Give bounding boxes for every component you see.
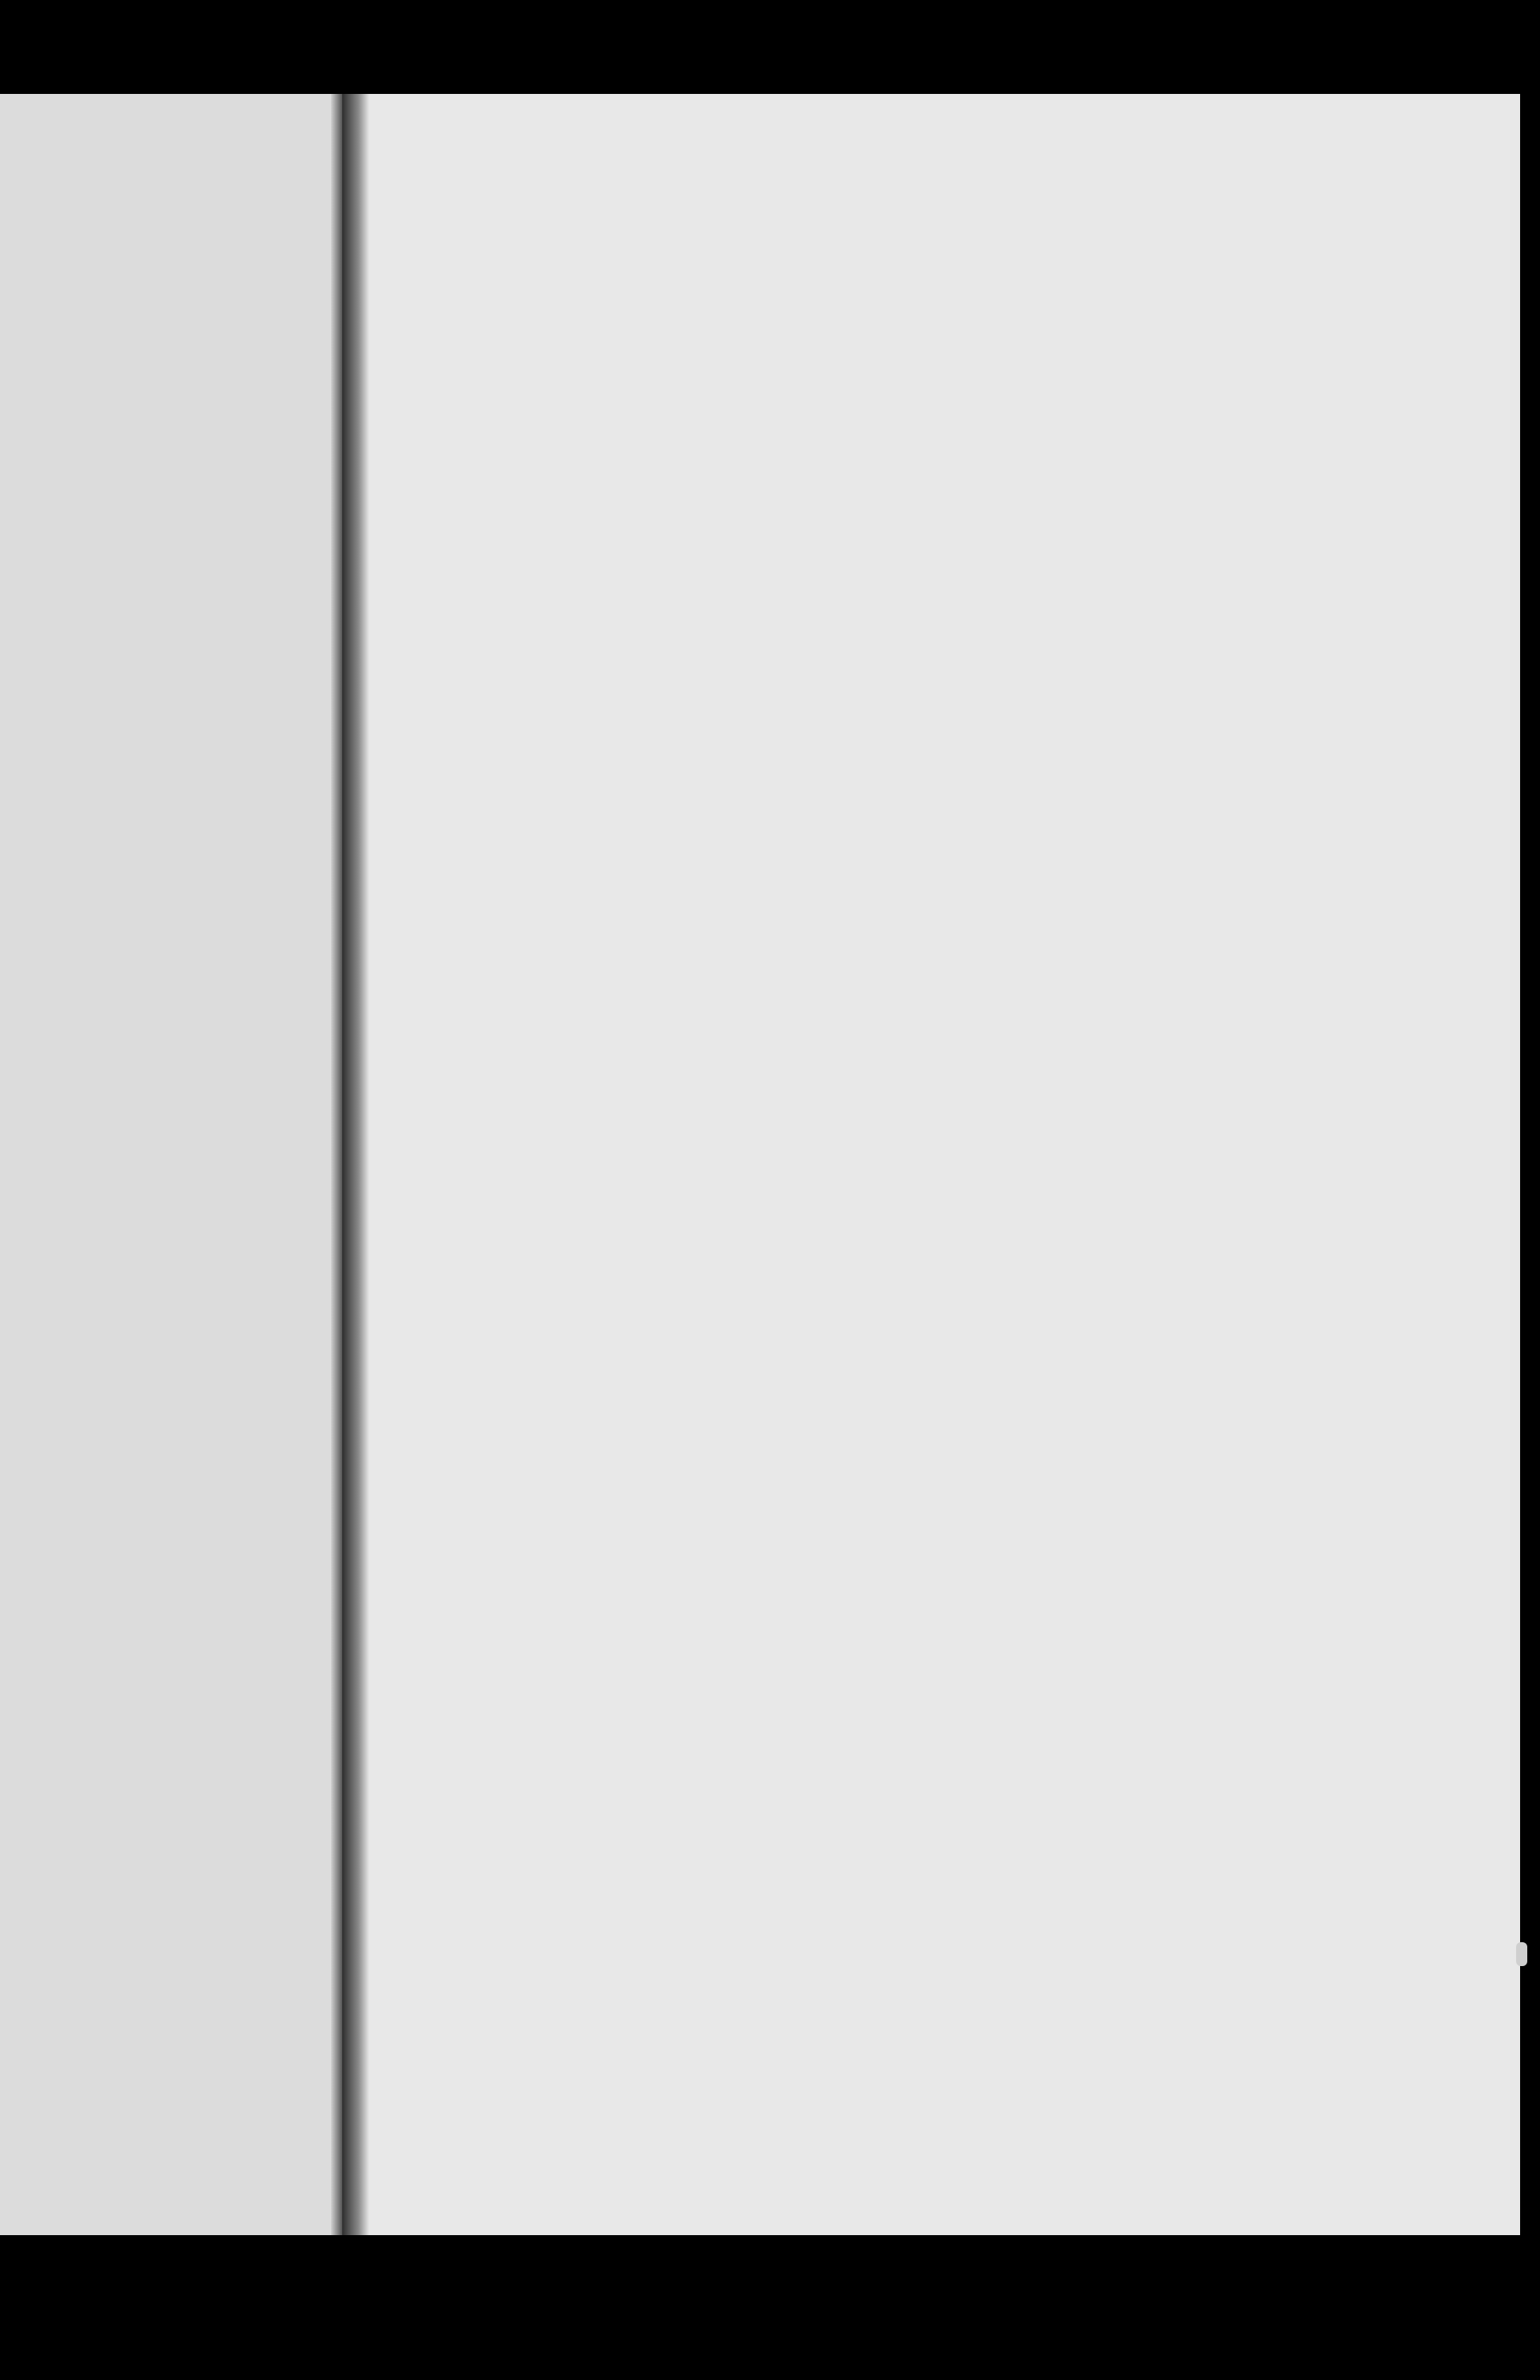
edge-mark (1516, 1942, 1527, 1966)
right-page-gutter-shadow (342, 94, 369, 2235)
right-page (342, 94, 1520, 2235)
left-page (0, 94, 342, 2235)
left-page-gutter (331, 94, 342, 2235)
